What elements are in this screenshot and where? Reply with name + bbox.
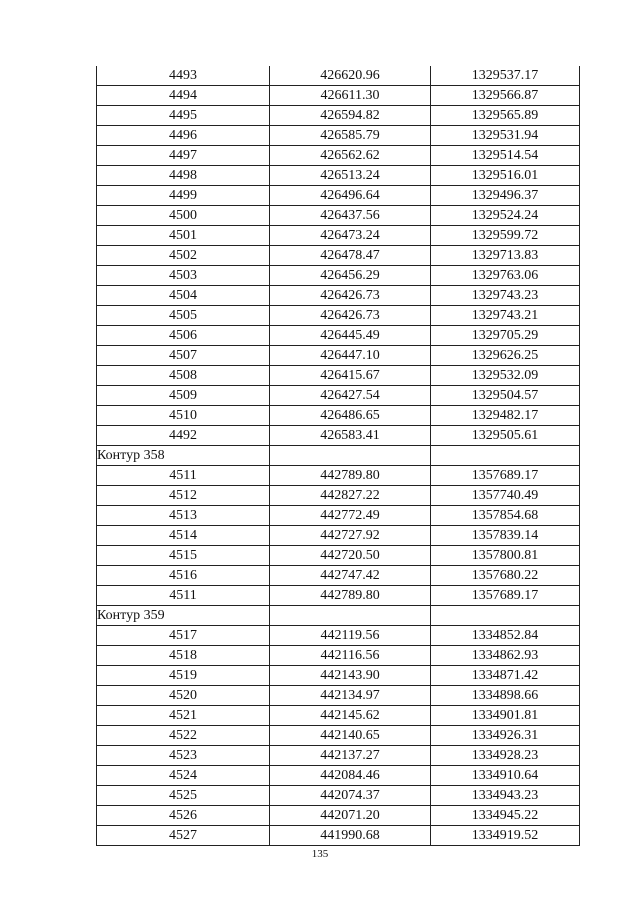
y-coordinate-cell: 1334862.93 [431,646,580,666]
table-row [97,206,580,226]
x-coordinate-cell: 426513.24 [270,166,431,186]
x-coordinate-cell: 426415.67 [270,366,431,386]
table-row [97,666,580,686]
y-coordinate-cell: 1334926.31 [431,726,580,746]
empty-cell [431,446,580,466]
table-row [97,246,580,266]
x-coordinate-cell: 426611.30 [270,86,431,106]
y-coordinate-cell: 1329532.09 [431,366,580,386]
table-row [97,486,580,506]
point-number-cell: 4525 [97,786,270,806]
point-number-cell: 4506 [97,326,270,346]
page-number: 135 [311,848,329,860]
x-coordinate-cell: 442720.50 [270,546,431,566]
x-coordinate-cell: 426426.73 [270,306,431,326]
table-row [97,266,580,286]
y-coordinate-cell: 1329565.89 [431,106,580,126]
point-number-cell: 4511 [97,466,270,486]
point-number-cell: 4517 [97,626,270,646]
point-number-cell: 4503 [97,266,270,286]
point-number-cell: 4496 [97,126,270,146]
x-coordinate-cell: 442772.49 [270,506,431,526]
x-coordinate-cell: 442143.90 [270,666,431,686]
x-coordinate-cell: 442789.80 [270,586,431,606]
x-coordinate-cell: 442071.20 [270,806,431,826]
table-row [97,66,580,86]
y-coordinate-cell: 1329537.17 [431,66,580,86]
point-number-cell: 4494 [97,86,270,106]
x-coordinate-cell: 442116.56 [270,646,431,666]
table-row [97,126,580,146]
y-coordinate-cell: 1329482.17 [431,406,580,426]
y-coordinate-cell: 1334943.23 [431,786,580,806]
table-row [97,326,580,346]
y-coordinate-cell: 1334871.42 [431,666,580,686]
table-row [97,586,580,606]
x-coordinate-cell: 442140.65 [270,726,431,746]
x-coordinate-cell: 442134.97 [270,686,431,706]
y-coordinate-cell: 1357854.68 [431,506,580,526]
x-coordinate-cell: 442119.56 [270,626,431,646]
contour-label: Контур 358 [97,446,270,466]
y-coordinate-cell: 1329599.72 [431,226,580,246]
y-coordinate-cell: 1329763.06 [431,266,580,286]
contour-label: Контур 359 [97,606,270,626]
x-coordinate-cell: 442084.46 [270,766,431,786]
x-coordinate-cell: 426447.10 [270,346,431,366]
point-number-cell: 4499 [97,186,270,206]
y-coordinate-cell: 1329496.37 [431,186,580,206]
y-coordinate-cell: 1357680.22 [431,566,580,586]
point-number-cell: 4514 [97,526,270,546]
table-row [97,806,580,826]
point-number-cell: 4495 [97,106,270,126]
x-coordinate-cell: 426426.73 [270,286,431,306]
y-coordinate-cell: 1357689.17 [431,586,580,606]
point-number-cell: 4527 [97,826,270,846]
contour-header-row [97,446,580,466]
y-coordinate-cell: 1334945.22 [431,806,580,826]
coordinates-table-body [97,66,580,846]
table-row [97,706,580,726]
y-coordinate-cell: 1334928.23 [431,746,580,766]
point-number-cell: 4500 [97,206,270,226]
table-row [97,306,580,326]
point-number-cell: 4524 [97,766,270,786]
x-coordinate-cell: 426437.56 [270,206,431,226]
coordinates-table [96,66,580,846]
y-coordinate-cell: 1329516.01 [431,166,580,186]
table-row [97,566,580,586]
table-row [97,506,580,526]
table-row [97,526,580,546]
table-row [97,686,580,706]
point-number-cell: 4518 [97,646,270,666]
point-number-cell: 4508 [97,366,270,386]
x-coordinate-cell: 442145.62 [270,706,431,726]
table-row [97,386,580,406]
point-number-cell: 4504 [97,286,270,306]
y-coordinate-cell: 1334898.66 [431,686,580,706]
table-row [97,286,580,306]
point-number-cell: 4501 [97,226,270,246]
y-coordinate-cell: 1334852.84 [431,626,580,646]
x-coordinate-cell: 426445.49 [270,326,431,346]
y-coordinate-cell: 1334910.64 [431,766,580,786]
y-coordinate-cell: 1334901.81 [431,706,580,726]
point-number-cell: 4526 [97,806,270,826]
y-coordinate-cell: 1334919.52 [431,826,580,846]
x-coordinate-cell: 426456.29 [270,266,431,286]
table-row [97,466,580,486]
table-row [97,626,580,646]
table-row [97,746,580,766]
y-coordinate-cell: 1357689.17 [431,466,580,486]
table-row [97,226,580,246]
y-coordinate-cell: 1357800.81 [431,546,580,566]
contour-header-row [97,606,580,626]
y-coordinate-cell: 1357839.14 [431,526,580,546]
point-number-cell: 4515 [97,546,270,566]
table-row [97,786,580,806]
table-row [97,726,580,746]
x-coordinate-cell: 442074.37 [270,786,431,806]
point-number-cell: 4509 [97,386,270,406]
table-row [97,106,580,126]
point-number-cell: 4493 [97,66,270,86]
y-coordinate-cell: 1329505.61 [431,426,580,446]
table-row [97,166,580,186]
x-coordinate-cell: 426478.47 [270,246,431,266]
x-coordinate-cell: 442747.42 [270,566,431,586]
table-row [97,646,580,666]
point-number-cell: 4502 [97,246,270,266]
x-coordinate-cell: 426583.41 [270,426,431,446]
point-number-cell: 4498 [97,166,270,186]
x-coordinate-cell: 426620.96 [270,66,431,86]
point-number-cell: 4510 [97,406,270,426]
x-coordinate-cell: 426585.79 [270,126,431,146]
y-coordinate-cell: 1329626.25 [431,346,580,366]
x-coordinate-cell: 426473.24 [270,226,431,246]
table-row [97,426,580,446]
x-coordinate-cell: 426496.64 [270,186,431,206]
point-number-cell: 4521 [97,706,270,726]
point-number-cell: 4497 [97,146,270,166]
point-number-cell: 4519 [97,666,270,686]
empty-cell [270,446,431,466]
point-number-cell: 4513 [97,506,270,526]
table-row [97,546,580,566]
y-coordinate-cell: 1357740.49 [431,486,580,506]
x-coordinate-cell: 426562.62 [270,146,431,166]
table-row [97,826,580,846]
y-coordinate-cell: 1329743.21 [431,306,580,326]
empty-cell [270,606,431,626]
x-coordinate-cell: 426427.54 [270,386,431,406]
empty-cell [431,606,580,626]
point-number-cell: 4492 [97,426,270,446]
y-coordinate-cell: 1329705.29 [431,326,580,346]
point-number-cell: 4520 [97,686,270,706]
table-row [97,86,580,106]
x-coordinate-cell: 426594.82 [270,106,431,126]
table-row [97,346,580,366]
table-row [97,146,580,166]
table-row [97,366,580,386]
point-number-cell: 4505 [97,306,270,326]
y-coordinate-cell: 1329743.23 [431,286,580,306]
x-coordinate-cell: 442789.80 [270,466,431,486]
table-row [97,766,580,786]
y-coordinate-cell: 1329531.94 [431,126,580,146]
point-number-cell: 4507 [97,346,270,366]
y-coordinate-cell: 1329566.87 [431,86,580,106]
x-coordinate-cell: 442137.27 [270,746,431,766]
point-number-cell: 4523 [97,746,270,766]
x-coordinate-cell: 442727.92 [270,526,431,546]
point-number-cell: 4516 [97,566,270,586]
point-number-cell: 4511 [97,586,270,606]
y-coordinate-cell: 1329524.24 [431,206,580,226]
table-row [97,186,580,206]
x-coordinate-cell: 442827.22 [270,486,431,506]
x-coordinate-cell: 441990.68 [270,826,431,846]
y-coordinate-cell: 1329713.83 [431,246,580,266]
point-number-cell: 4512 [97,486,270,506]
table-row [97,406,580,426]
y-coordinate-cell: 1329514.54 [431,146,580,166]
x-coordinate-cell: 426486.65 [270,406,431,426]
point-number-cell: 4522 [97,726,270,746]
y-coordinate-cell: 1329504.57 [431,386,580,406]
